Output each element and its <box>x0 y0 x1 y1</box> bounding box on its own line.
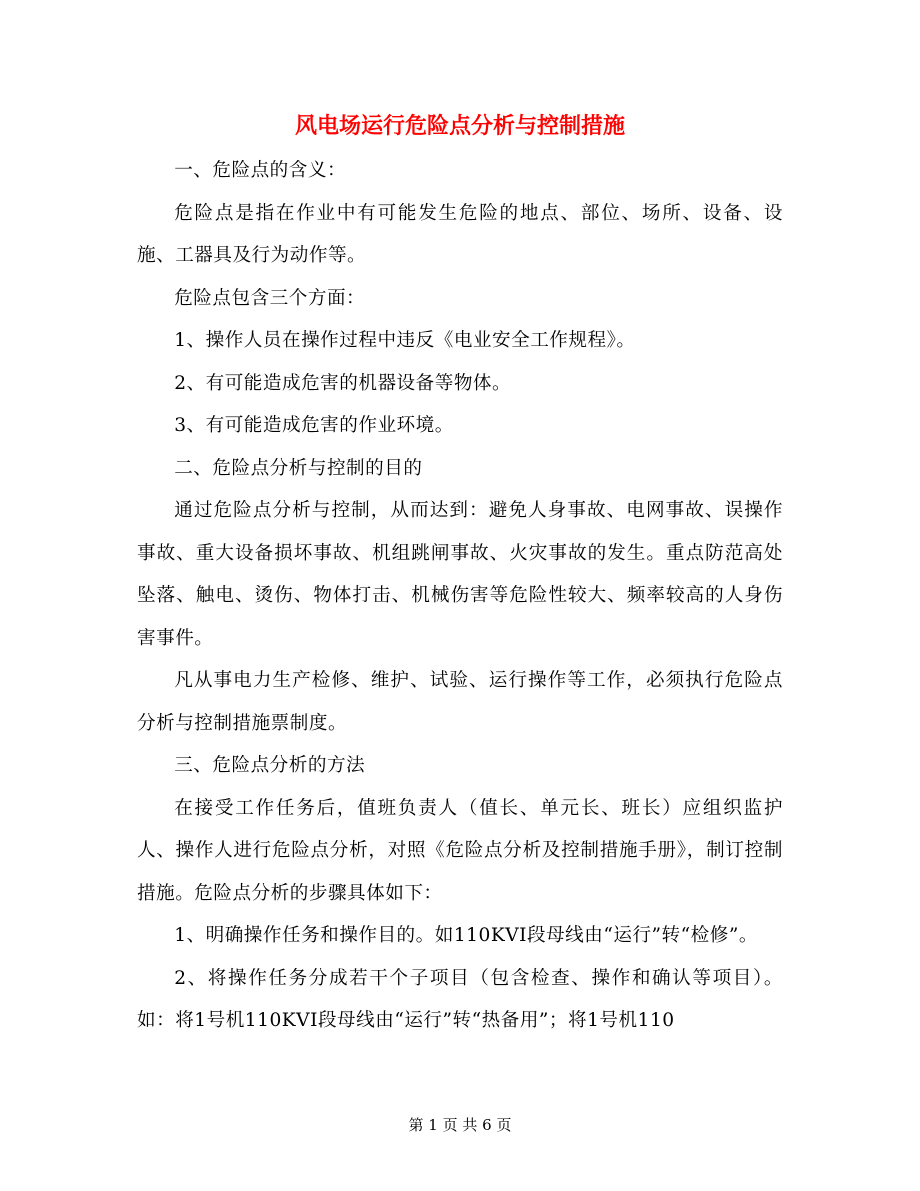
list-item-step-1: 1、明确操作任务和操作目的。如110KVI段母线由“运行”转“检修”。 <box>174 925 758 946</box>
list-item-aspect-1: 1、操作人员在操作过程中违反《电业安全工作规程》。 <box>174 330 636 351</box>
paragraph-aspects-intro: 危险点包含三个方面： <box>174 287 366 309</box>
document-body <box>137 150 783 1043</box>
paragraph-definition: 危险点是指在作业中有可能发生危险的地点、部位、场所、设备、设施、工器具及行为动作等。 <box>137 202 783 266</box>
list-item-aspect-3: 3、有可能造成危害的作业环境。 <box>174 415 454 436</box>
list-item-step-2: 2、将操作任务分成若干个子项目（包含检查、操作和确认等项目）。如：将1号机110KVI段母线由“运行”转“热备用”；将1号机110 <box>137 967 783 1031</box>
section-heading-2: 二、危险点分析与控制的目的 <box>174 457 423 479</box>
section-heading-3: 三、危险点分析的方法 <box>174 755 366 776</box>
list-item-aspect-2: 2、有可能造成危害的机器设备等物体。 <box>174 372 512 394</box>
paragraph-requirement: 凡从事电力生产检修、维护、试验、运行操作等工作，必须执行危险点分析与控制措施票制度。 <box>137 670 783 734</box>
paragraph-purpose: 通过危险点分析与控制，从而达到：避免人身事故、电网事故、误操作事故、重大设备损坏事故、机组跳闸事故、火灾事故的发生。重点防范高处坠落、触电、烫伤、物体打击、机械伤害等危险性较大、频率较高的人身伤害事件。 <box>137 500 783 649</box>
paragraph-method: 在接受工作任务后，值班负责人（值长、单元长、班长）应组织监护人、操作人进行危险点分析，对照《危险点分析及控制措施手册》，制订控制措施。危险点分析的步骤具体如下： <box>137 797 783 904</box>
document-title: 风电场运行危险点分析与控制措施 <box>294 113 625 139</box>
page-footer: 第 1 页 共 6 页 <box>408 1116 512 1134</box>
section-heading-1: 一、危险点的含义： <box>174 160 347 181</box>
